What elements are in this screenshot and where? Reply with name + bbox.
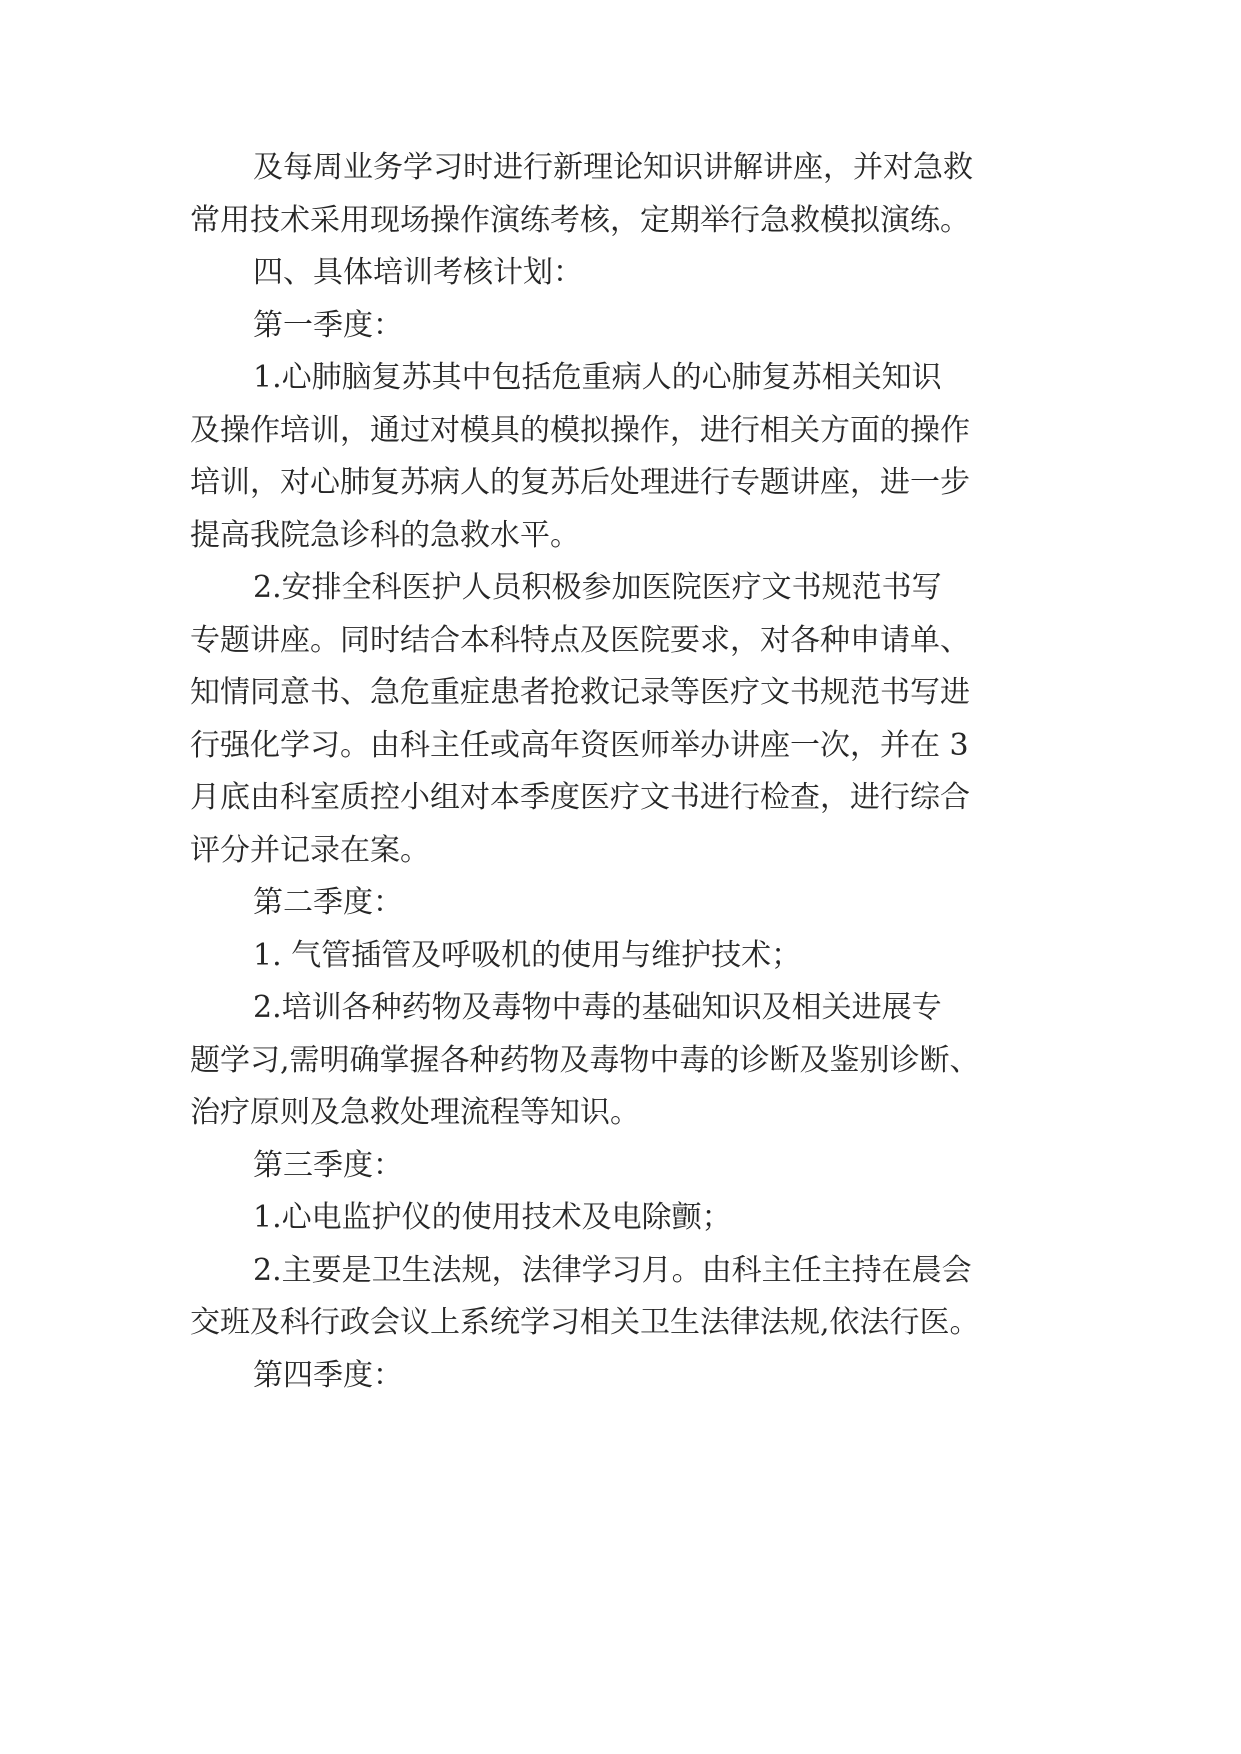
body-text-line: 交班及科行政会议上系统学习相关卫生法律法规,依法行医。 xyxy=(190,1305,980,1340)
body-text-line: 专题讲座。同时结合本科特点及医院要求，对各种申请单、 xyxy=(190,623,970,658)
body-text-line: 题学习,需明确掌握各种药物及毒物中毒的诊断及鉴别诊断、 xyxy=(190,1043,980,1078)
body-text-line: 知情同意书、急危重症患者抢救记录等医疗文书规范书写进 xyxy=(190,675,970,710)
quarter-heading: 第二季度： xyxy=(253,885,403,920)
body-text-line: 月底由科室质控小组对本季度医疗文书进行检查，进行综合 xyxy=(190,780,970,815)
quarter-heading: 第四季度： xyxy=(253,1358,403,1393)
body-text-line: 提高我院急诊科的急救水平。 xyxy=(190,518,580,553)
list-item-text: 1.心电监护仪的使用技术及电除颤； xyxy=(253,1200,732,1235)
list-item-text: 2.培训各种药物及毒物中毒的基础知识及相关进展专 xyxy=(253,990,942,1025)
section-heading: 四、具体培训考核计划： xyxy=(253,255,583,290)
body-text-line: 及每周业务学习时进行新理论知识讲解讲座，并对急救 xyxy=(253,150,973,185)
body-text-line: 治疗原则及急救处理流程等知识。 xyxy=(190,1095,640,1130)
list-item-text: 1. 气管插管及呼吸机的使用与维护技术； xyxy=(253,938,802,973)
body-text-line: 常用技术采用现场操作演练考核，定期举行急救模拟演练。 xyxy=(190,203,970,238)
body-text-line: 培训，对心肺复苏病人的复苏后处理进行专题讲座，进一步 xyxy=(190,465,970,500)
list-item-text: 2.安排全科医护人员积极参加医院医疗文书规范书写 xyxy=(253,570,942,605)
body-text-line: 行强化学习。由科主任或高年资医师举办讲座一次，并在 3 xyxy=(190,728,969,763)
list-item-text: 1.心肺脑复苏其中包括危重病人的心肺复苏相关知识 xyxy=(253,360,942,395)
quarter-heading: 第一季度： xyxy=(253,308,403,343)
body-text-line: 及操作培训，通过对模具的模拟操作，进行相关方面的操作 xyxy=(190,413,970,448)
list-item-text: 2.主要是卫生法规，法律学习月。由科主任主持在晨会 xyxy=(253,1253,972,1288)
quarter-heading: 第三季度： xyxy=(253,1148,403,1183)
body-text-line: 评分并记录在案。 xyxy=(190,833,430,868)
